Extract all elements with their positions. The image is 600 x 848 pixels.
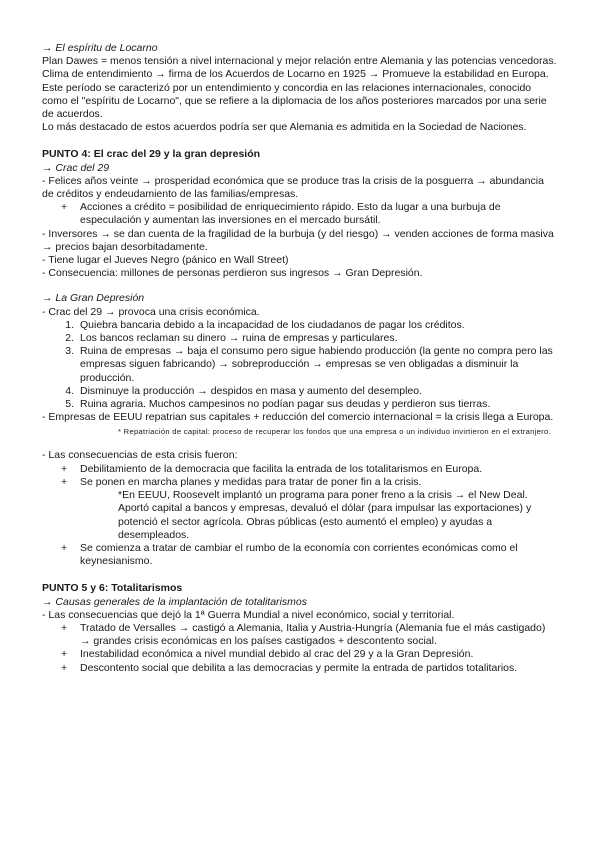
subtitle-gran-depresion: → La Gran Depresión xyxy=(42,292,145,305)
bullet-inestabilidad: + Inestabilidad económica a nivel mundial debido al crac del 29 y a la Gran Depresión. xyxy=(42,648,558,661)
paragraph-consecuencias-guerra: - Las consecuencias que dejó la 1ª Guerra Mundial a nivel económico, social y territorial. xyxy=(42,608,455,621)
subtitle-locarno: → El espíritu de Locarno xyxy=(42,42,158,54)
subtitle-causas-totalitarismos: → Causas generales de la implantación de totalitarismos xyxy=(42,595,307,608)
paragraph-consecuencias-intro: - Las consecuencias de esta crisis fueron: xyxy=(42,449,238,462)
paragraph-crac-provoca: - Crac del 29 → provoca una crisis económica. xyxy=(42,305,260,318)
paragraph-jueves-negro: - Tiene lugar el Jueves Negro (pánico en Wall Street) xyxy=(42,254,289,267)
heading-punto-5-6: PUNTO 5 y 6: Totalitarismos xyxy=(42,582,183,595)
bullet-debilitamiento: + Debilitamiento de la democracia que facilita la entrada de los totalitarismos en Europa. xyxy=(42,463,558,476)
subtitle-crac-29: → Crac del 29 xyxy=(42,161,110,174)
document-content xyxy=(42,42,558,675)
numbered-list xyxy=(42,319,558,411)
bullet-planes: + Se ponen en marcha planes y medidas para tratar de poner fin a la crisis. xyxy=(42,476,558,489)
paragraph-inversores: - Inversores → se dan cuenta de la fragilidad de la burbuja (y del riesgo) → venden acciones de forma masiva → precios bajan desorbitadamente. xyxy=(42,227,554,253)
heading-punto-4: PUNTO 4: El crac del 29 y la gran depresión xyxy=(42,148,261,161)
paragraph-locarno: Clima de entendimiento → firma de los Acuerdos de Locarno en 1925 → Promueve la estabilidad en Europa. Este período se caracterizó por un entendimiento y concordia en las relaciones internacionales, conocido como el "espíritu de Locarno", que se refiere a la diplomacia de los años posteriores marcados por una serie de acuerdos. xyxy=(42,68,549,121)
paragraph-empresas-eeuu: - Empresas de EEUU repatrian sus capitales + reducción del comercio internacional = la crisis llega a Europa. xyxy=(42,411,554,424)
bullet-descontento: + Descontento social que debilita a las democracias y permite la entrada de partidos totalitarios. xyxy=(42,662,558,675)
paragraph-plan-dawes: Plan Dawes = menos tensión a nivel internacional y mejor relación entre Alemania y las potencias vencedoras. xyxy=(42,55,557,68)
list-item: 5. Ruina agraria. Muchos campesinos no podían pagar sus deudas y perdieron sus tierras. xyxy=(65,398,491,411)
list-item: 2. Los bancos reclaman su dinero → ruina de empresas y particulares. xyxy=(65,332,398,345)
paragraph-sociedad-naciones: Lo más destacado de estos acuerdos podría ser que Alemania es admitida en la Sociedad de Naciones. xyxy=(42,121,527,134)
bullet-keynesianismo: + Se comienza a tratar de cambiar el rumbo de la economía con corrientes económicas como el keynesianismo. xyxy=(42,542,558,568)
list-item: 4. Disminuye la producción → despidos en masa y aumento del desempleo. xyxy=(65,384,423,397)
list-item: 1. Quiebra bancaria debido a la incapacidad de los ciudadanos de pagar los créditos. xyxy=(65,318,465,331)
bullet-versalles: + Tratado de Versalles → castigó a Alemania, Italia y Austria-Hungría (Alemania fue el más castigado) → grandes crisis económicas en los países castigados + descontento social. xyxy=(42,622,558,648)
paragraph-felices-anos: - Felices años veinte → prosperidad económica que se produce tras la crisis de la posguerra → abundancia de créditos y endeudamiento de las familias/empresas. xyxy=(42,174,544,201)
footnote-repatriacion: * Repatriación de capital: proceso de recuperar los fondos que una empresa o un individuo invirtieron en el extranjero. xyxy=(118,427,551,437)
list-item: 3. Ruina de empresas → baja el consumo pero sigue habiendo producción (la gente no compra pero las empresas siguen fabricando) → sobreproducción → empresas se ven obligadas a disminuir la producción. xyxy=(65,345,553,384)
paragraph-consecuencia: - Consecuencia: millones de personas perdieron sus ingresos → Gran Depresión. xyxy=(42,267,423,280)
note-new-deal: *En EEUU, Roosevelt implantó un programa para poner freno a la crisis → el New Deal. Aportó capital a bancos y empresas, devaluó el dólar (para impulsar las exportaciones) y potenció el sector agrícola. Obras públicas (esto aumentó el empleo) y ayudas a desempleados. xyxy=(118,489,532,541)
bullet-acciones-credito: + Acciones a crédito = posibilidad de enriquecimiento rápido. Esto da lugar a una burbuja de especulación y aumentan las inversiones en el mercado bursátil. xyxy=(42,201,558,227)
